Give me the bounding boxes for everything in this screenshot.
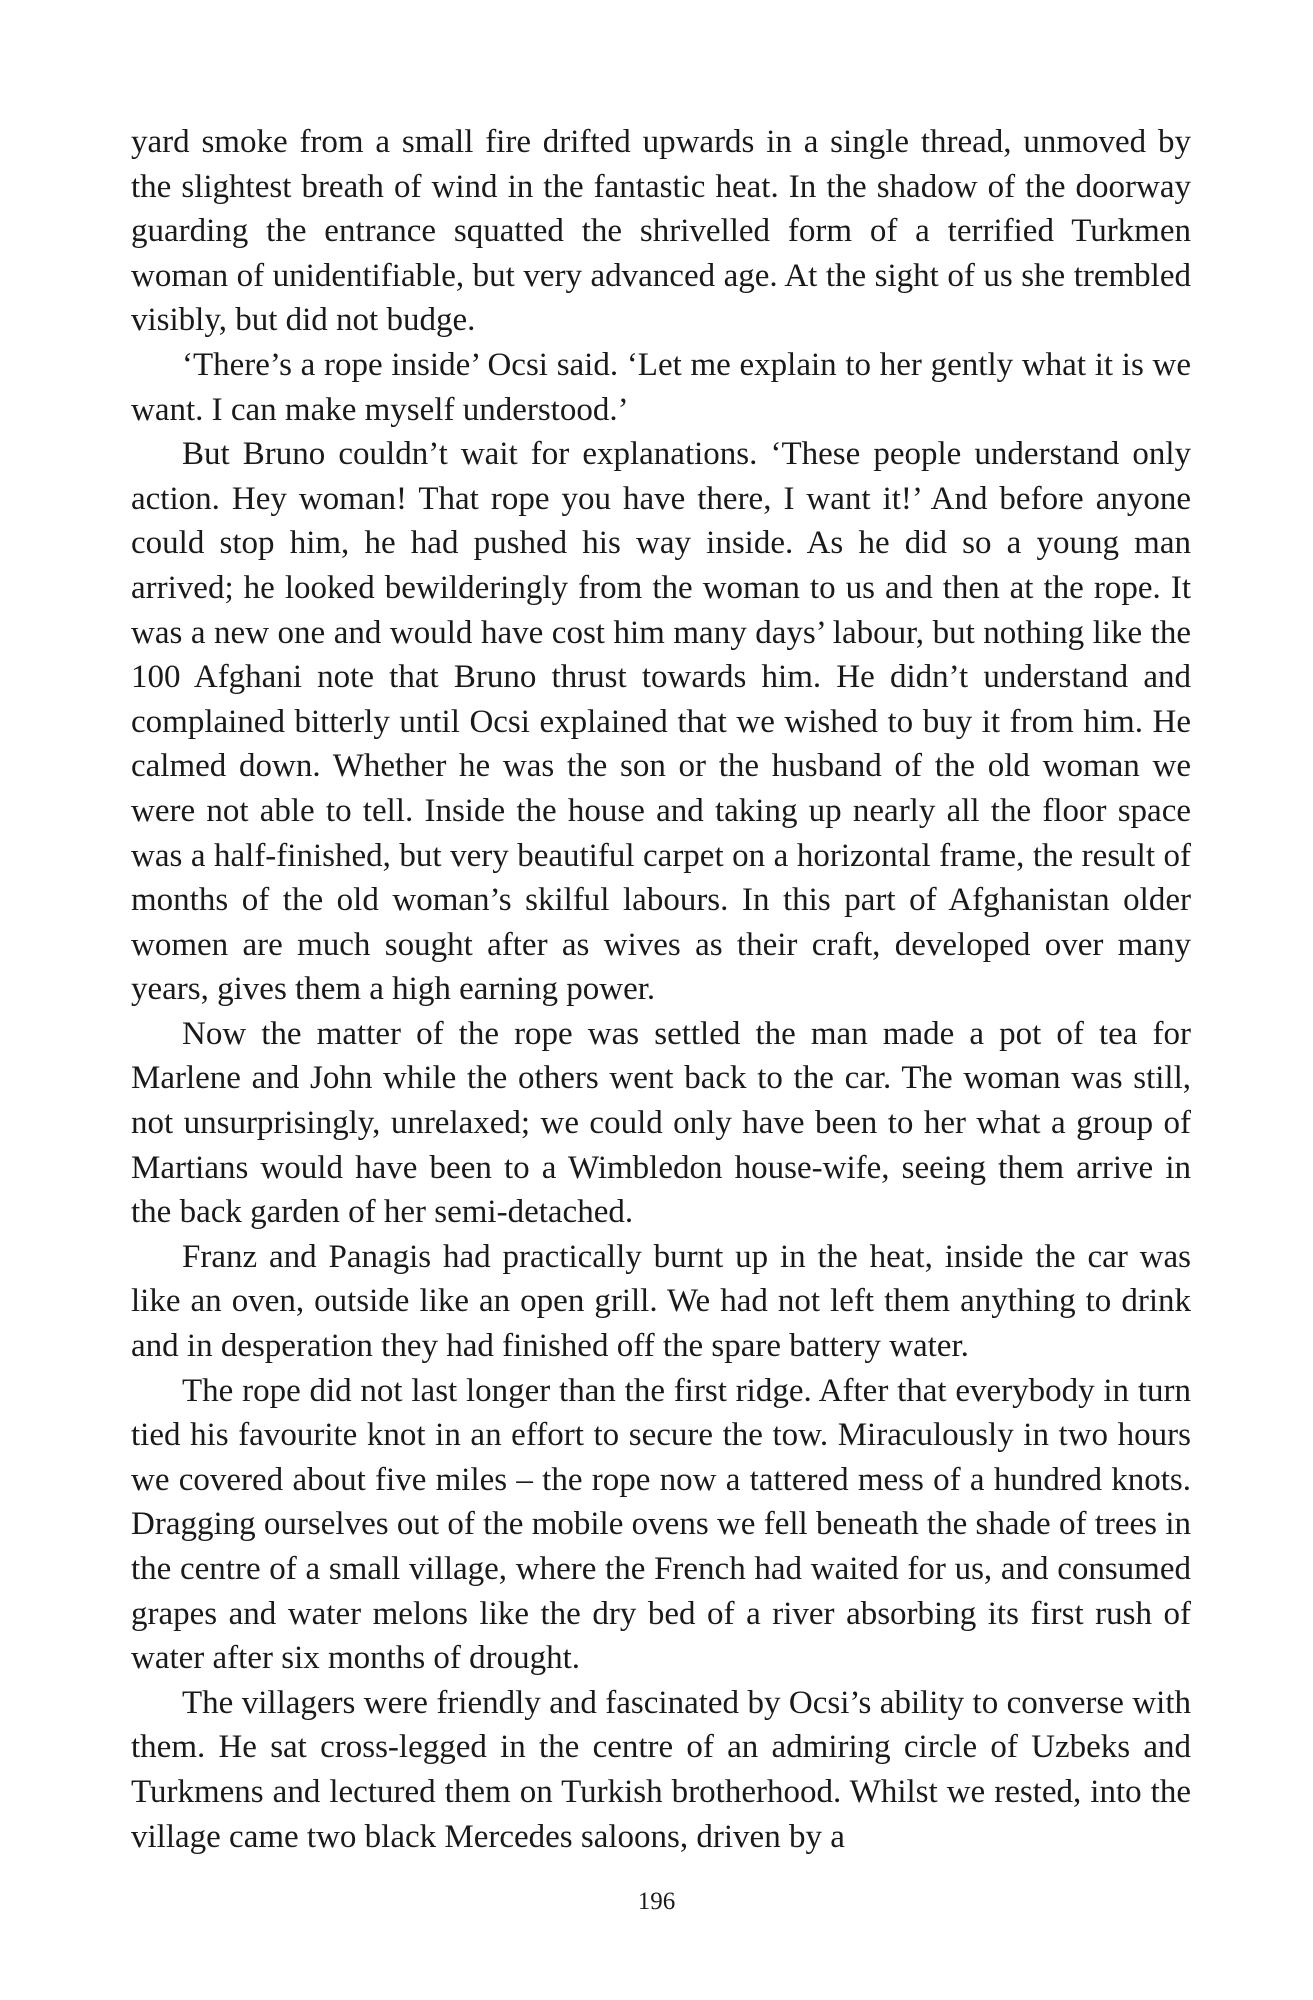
paragraph-6: The rope did not last longer than the first ridge. After that everybody in turn tied his favourite knot in an effort to secure the tow. Miraculously in two hours we covered about five miles – the rope now a tattered mess of a hundred knots. Dragging ourselves out of the mobile ovens we fell beneath the shade of trees in the centre of a small village, where the French had waited for us, and consumed grapes and water melons like the dry bed of a river absorbing its first rush of water after six months of drought.	[131, 1372, 1191, 1677]
paragraph-5: Franz and Panagis had practically burnt up in the heat, inside the car was like an oven, outside like an open grill. We had not left them anything to drink and in desperation they had finished off the spare battery water.	[131, 1238, 1191, 1365]
paragraph-4: Now the matter of the rope was settled the man made a pot of tea for Marlene and John while the others went back to the car. The woman was still, not unsurprisingly, unrelaxed; we could only have been to her what a group of Martians would have been to a Wimbledon house-wife, seeing them arrive in the back garden of her semi-detached.	[131, 1015, 1191, 1231]
paragraph-1: yard smoke from a small fire drifted upwards in a single thread, unmoved by the slightest breath of wind in the fantastic heat. In the shadow of the doorway guarding the entrance squatted the shrivelled form of a terrified Turkmen woman of unidentifiable, but very advanced age. At the sight of us she trembled visibly, but did not budge.	[131, 124, 1191, 339]
paragraph-3: But Bruno couldn’t wait for explanations. ‘These people understand only action. Hey woman! That rope you have there, I want it!’ And before anyone could stop him, he had pushed his way inside. As he did so a young man arrived; he looked bewilderingly from the woman to us and then at the rope. It was a new one and would have cost him many days’ labour, but nothing like the 100 Afghani note that Bruno thrust towards him. He didn’t understand and complained bitterly until Ocsi explained that we wished to buy it from him. He calmed down. Whether he was the son or the husband of the old woman we were not able to tell. Inside the house and taking up nearly all the floor space was a half-finished, but very beautiful carpet on a horizontal frame, the result of months of the old woman’s skilful labours. In this part of Afghanistan older women are much sought after as wives as their craft, developed over many years, gives them a high earning power.	[131, 436, 1191, 1008]
paragraph-7: The villagers were friendly and fascinated by Ocsi’s ability to converse with them. He sat cross-legged in the centre of an admiring circle of Uzbeks and Turkmens and lectured them on Turkish brotherhood. Whilst we rested, into the village came two black Mercedes saloons, driven by a	[131, 1684, 1191, 1855]
page-number: 196	[637, 1888, 676, 1915]
paragraph-2: ‘There’s a rope inside’ Ocsi said. ‘Let me explain to her gently what it is we want. I can make myself understood.’	[131, 346, 1191, 428]
body-text	[131, 120, 1191, 1859]
